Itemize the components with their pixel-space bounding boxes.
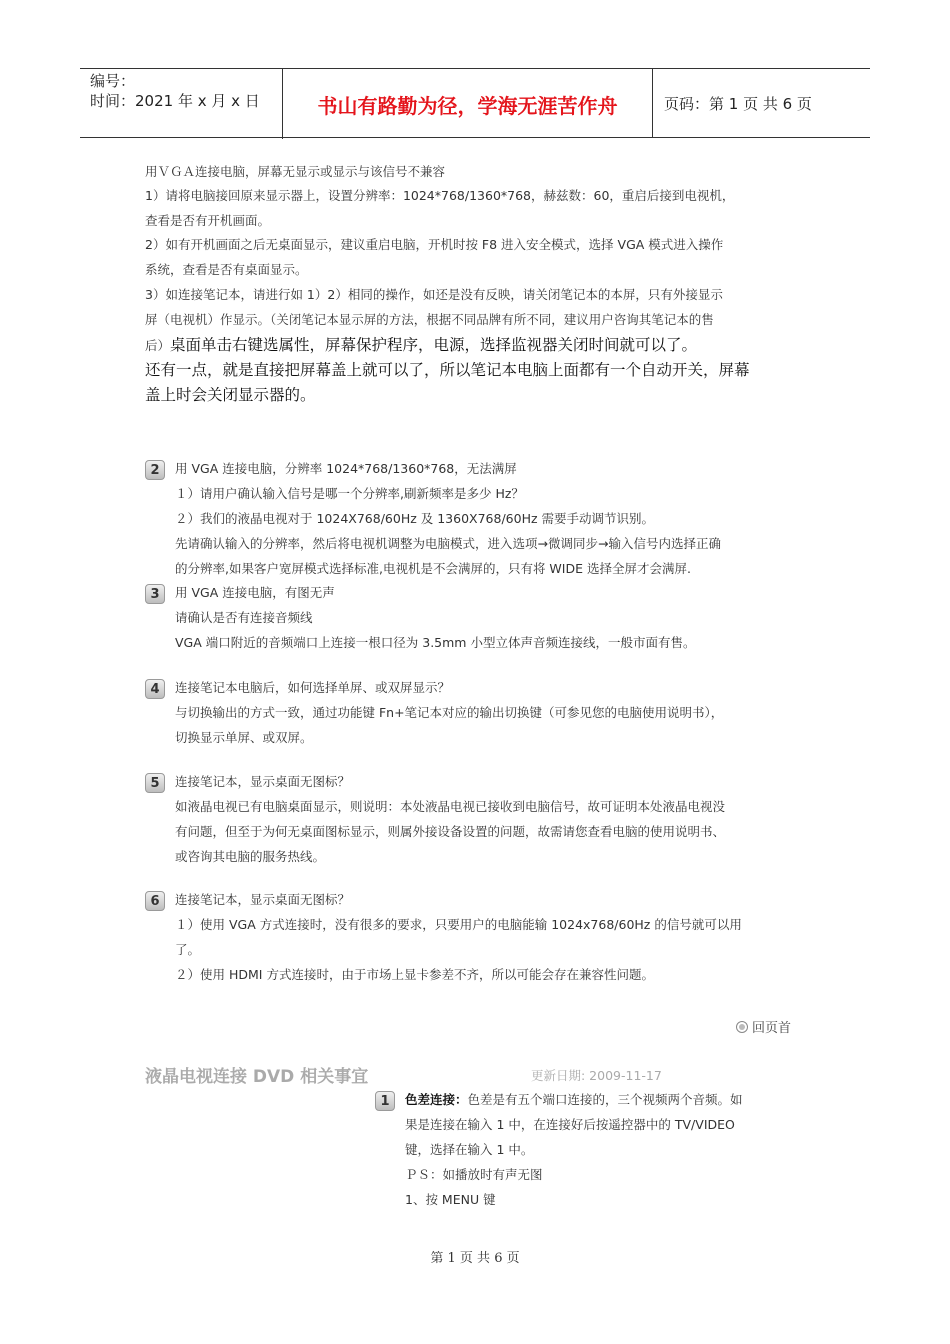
intro-fragment: 桌面单击右键选属性，屏幕保护程序，电源，选择监视器关闭时间就可以了。 xyxy=(170,336,698,354)
intro-line: 用ＶＧＡ连接电脑，屏幕无显示或显示与该信号不兼容 xyxy=(145,164,446,179)
intro-line: 还有一点，就是直接把屏幕盖上就可以了，所以笔记本电脑上面都有一个自动开关，屏幕 xyxy=(145,361,750,379)
number-label: 编号： xyxy=(90,72,136,90)
intro-line: 查看是否有开机画面。 xyxy=(145,213,271,228)
intro-line: 系统，查看是否有桌面显示。 xyxy=(145,262,308,277)
section-line: 键，选择在输入 1 中。 xyxy=(405,1142,534,1157)
intro-line xyxy=(145,333,697,355)
back-to-top-icon xyxy=(736,1021,748,1033)
item-title: 用 VGA 连接电脑，分辨率 1024*768/1360*768，无法满屏 xyxy=(175,461,517,476)
header-left-cell xyxy=(80,69,283,139)
intro-line: 盖上时会关闭显示器的。 xyxy=(145,386,316,404)
number-badge: 3 xyxy=(145,584,165,604)
item-line: 如液晶电视已有电脑桌面显示，则说明：本处液晶电视已接收到电脑信号，故可证明本处液晶电视没 xyxy=(175,799,726,814)
bold-label: 色差连接： xyxy=(405,1092,468,1107)
number-badge: 2 xyxy=(145,460,165,480)
item-line: 了。 xyxy=(175,942,201,957)
number-badge: 5 xyxy=(145,773,165,793)
item-line: 先请确认输入的分辨率，然后将电视机调整为电脑模式，进入选项→微调同步→输入信号内选择正确 xyxy=(175,536,721,551)
back-to-top-link[interactable] xyxy=(736,1017,791,1036)
item-line: ２）使用 HDMI 方式连接时，由于市场上显卡参差不齐，所以可能会存在兼容性问题。 xyxy=(175,967,654,982)
section-line: 果是连接在输入 1 中，在连接好后按遥控器中的 TV/VIDEO xyxy=(405,1117,735,1132)
motto: 书山有路勤为径，学海无涯苦作舟 xyxy=(283,69,653,137)
item-line: １）使用 VGA 方式连接时，没有很多的要求，只要用户的电脑能输 1024x768/60Hz 的信号就可以用 xyxy=(175,917,742,932)
section-line: ＰＳ：如播放时有声无图 xyxy=(405,1167,543,1182)
intro-fragment: 后） xyxy=(145,338,171,353)
section-text: 色差是有五个端口连接的，三个视频两个音频。如 xyxy=(467,1092,743,1107)
item-title: 连接笔记本，显示桌面无图标？ xyxy=(175,774,351,789)
intro-line: 1）请将电脑接回原来显示器上，设置分辨率：1024*768/1360*768，赫兹数：60，重启后接到电视机， xyxy=(145,188,735,203)
item-line: ２）我们的液晶电视对于 1024X768/60Hz 及 1360X768/60Hz 需要手动调节识别。 xyxy=(175,511,655,526)
document-header xyxy=(80,68,870,138)
section-line xyxy=(405,1088,743,1112)
intro-line: 3）如连接笔记本，请进行如 1）2）相同的操作，如还是没有反映，请关闭笔记本的本屏，只有外接显示 xyxy=(145,287,723,302)
item-line: 有问题，但至于为何无桌面图标显示，则属外接设备设置的问题，故需请您查看电脑的使用说明书、 xyxy=(175,824,726,839)
number-badge: 6 xyxy=(145,891,165,911)
section-date: 更新日期: 2009-11-17 xyxy=(531,1068,662,1083)
intro-line: 屏（电视机）作显示。（关闭笔记本显示屏的方法，根据不同品牌有所不同，建议用户咨询其笔记本的售 xyxy=(145,312,714,327)
intro-line: 2）如有开机画面之后无桌面显示，建议重启电脑，开机时按 F8 进入安全模式，选择 VGA 模式进入操作 xyxy=(145,237,724,252)
item-line: 与切换输出的方式一致，通过功能键 Fn+笔记本对应的输出切换键（可参见您的电脑使用说明书）， xyxy=(175,705,724,720)
page-footer: 第 1 页 共 6 页 xyxy=(430,1251,520,1266)
item-line: 切换显示单屏、或双屏。 xyxy=(175,730,313,745)
item-line: VGA 端口附近的音频端口上连接一根口径为 3.5mm 小型立体声音频连接线，一般市面有售。 xyxy=(175,635,696,650)
item-title: 连接笔记本，显示桌面无图标？ xyxy=(175,892,351,907)
page-label: 页码：第 1 页 共 6 页 xyxy=(664,94,812,113)
number-badge: 4 xyxy=(145,679,165,699)
item-line: 的分辨率,如果客户宽屏模式选择标准,电视机是不会满屏的，只有将 WIDE 选择全屏才会满屏. xyxy=(175,561,691,576)
item-line: １）请用户确认输入信号是哪一个分辨率,刷新频率是多少 Hz？ xyxy=(175,486,524,501)
item-line: 或咨询其电脑的服务热线。 xyxy=(175,849,326,864)
time-label: 时间：2021 年 x 月 x 日 xyxy=(90,92,260,110)
back-to-top-label: 回页首 xyxy=(752,1021,792,1036)
number-badge: 1 xyxy=(375,1091,395,1111)
section-line: 1、按 MENU 键 xyxy=(405,1192,496,1207)
item-line: 请确认是否有连接音频线 xyxy=(175,610,313,625)
section-title: 液晶电视连接 DVD 相关事宜 xyxy=(145,1067,369,1087)
item-title: 用 VGA 连接电脑，有图无声 xyxy=(175,585,335,600)
item-title: 连接笔记本电脑后，如何选择单屏、或双屏显示？ xyxy=(175,680,451,695)
